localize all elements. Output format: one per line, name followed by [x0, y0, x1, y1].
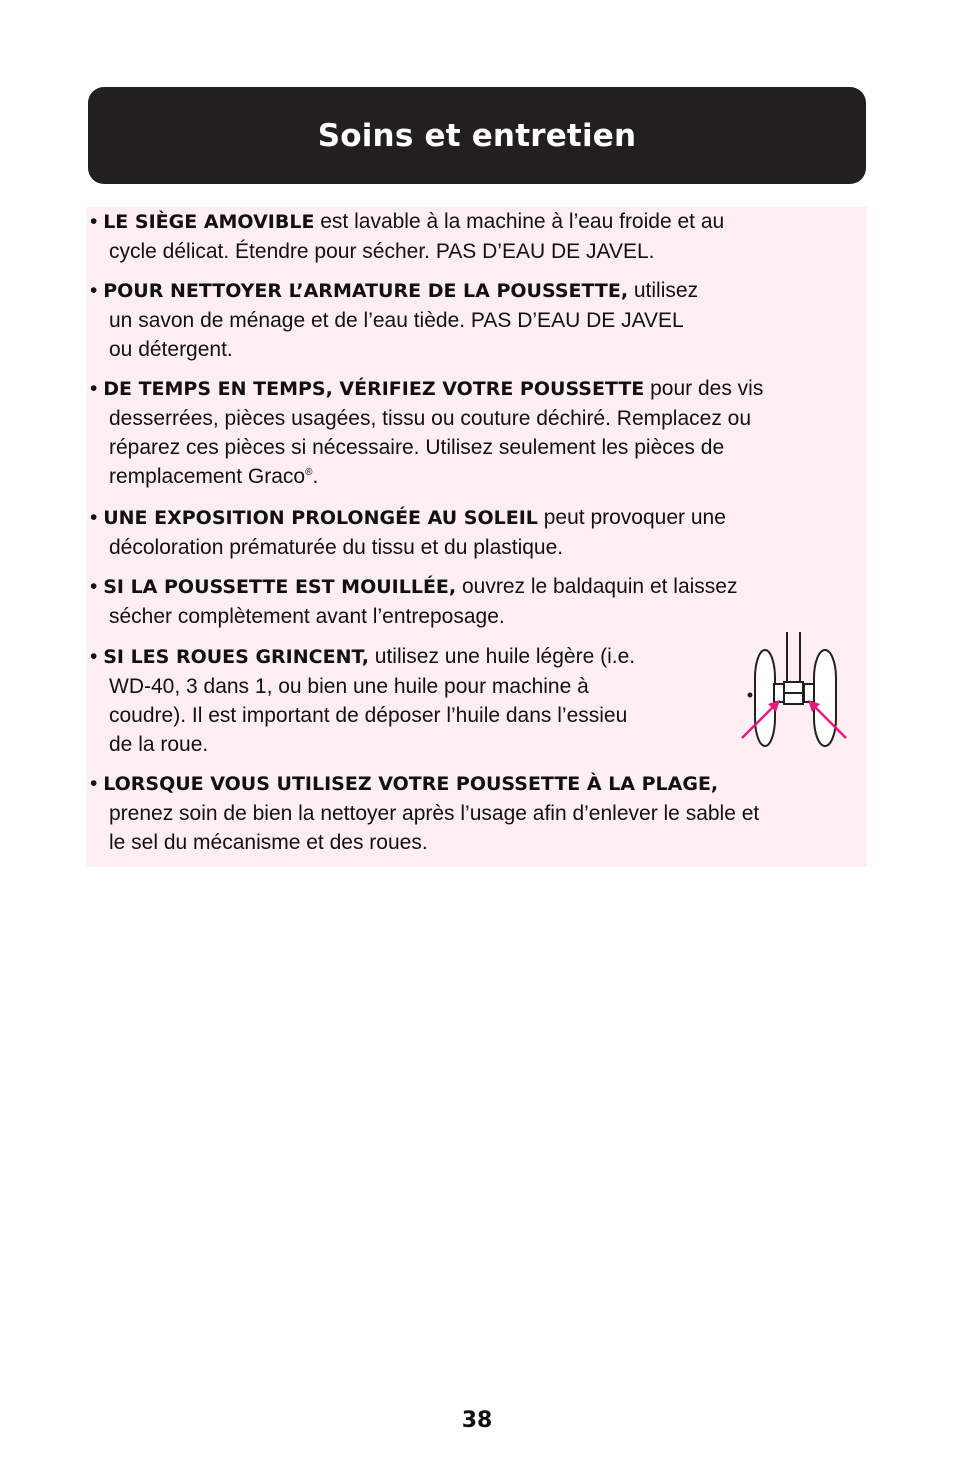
item-text: utilisez une huile légère (i.e. [368, 645, 636, 668]
item-text-line: coudre). Il est important de déposer l’huile dans l’essieu [109, 704, 628, 727]
item-heading: DE TEMPS EN TEMPS, VÉRIFIEZ VOTRE POUSSETTE [103, 378, 645, 400]
item-text-line: WD-40, 3 dans 1, ou bien une huile pour machine à [109, 675, 589, 698]
item-text: ouvrez le baldaquin et laissez [456, 575, 738, 598]
bullet: • [90, 575, 98, 598]
item-heading: UNE EXPOSITION PROLONGÉE AU SOLEIL [103, 507, 538, 529]
section-header [88, 87, 866, 184]
list-item [90, 276, 858, 364]
bullet: • [90, 210, 98, 233]
list-item [90, 572, 858, 631]
page-title: Soins et entretien [317, 117, 637, 154]
trademark-symbol: ® [305, 467, 313, 478]
page-number: 38 [461, 1408, 493, 1433]
item-text: peut provoquer une [537, 506, 726, 529]
bullet: • [90, 645, 98, 668]
item-text-line: décoloration prématurée du tissu et du plastique. [109, 536, 564, 559]
item-text: est lavable à la machine à l’eau froide et au [314, 210, 725, 233]
item-text-line: de la roue. [109, 733, 209, 756]
item-heading: SI LES ROUES GRINCENT, [103, 646, 369, 668]
item-text: utilisez [628, 279, 699, 302]
bullet: • [90, 506, 98, 529]
list-item [90, 207, 858, 266]
item-heading: LORSQUE VOUS UTILISEZ VOTRE POUSSETTE À LA PLAGE, [103, 773, 719, 795]
item-text-line: prenez soin de bien la nettoyer après l’usage afin d’enlever le sable et [109, 802, 760, 825]
item-text-line: desserrées, pièces usagées, tissu ou couture déchiré. Remplacez ou [109, 407, 752, 430]
item-text-line: sécher complètement avant l’entreposage. [109, 605, 505, 628]
item-text-line: cycle délicat. Étendre pour sécher. PAS D’EAU DE JAVEL. [109, 240, 655, 263]
item-text-line: le sel du mécanisme et des roues. [109, 831, 428, 854]
item-heading: SI LA POUSSETTE EST MOUILLÉE, [103, 576, 457, 598]
item-text-end: . [312, 465, 319, 488]
list-item [90, 374, 858, 491]
wheel-axle-icon [740, 632, 850, 748]
item-text-line: réparez ces pièces si nécessaire. Utilisez seulement les pièces de [109, 436, 725, 459]
item-heading: LE SIÈGE AMOVIBLE [103, 211, 315, 233]
bullet: • [90, 772, 98, 795]
list-item [90, 503, 858, 562]
list-item [90, 769, 858, 857]
care-instructions-panel [87, 207, 867, 867]
bullet: • [90, 279, 98, 302]
bullet: • [90, 377, 98, 400]
item-text-line: ou détergent. [109, 338, 233, 361]
item-text: pour des vis [644, 377, 764, 400]
item-text-line: un savon de ménage et de l’eau tiède. PAS D’EAU DE JAVEL [109, 309, 684, 332]
item-text-line: remplacement Graco [109, 465, 306, 488]
item-heading: POUR NETTOYER L’ARMATURE DE LA POUSSETTE, [103, 280, 629, 302]
